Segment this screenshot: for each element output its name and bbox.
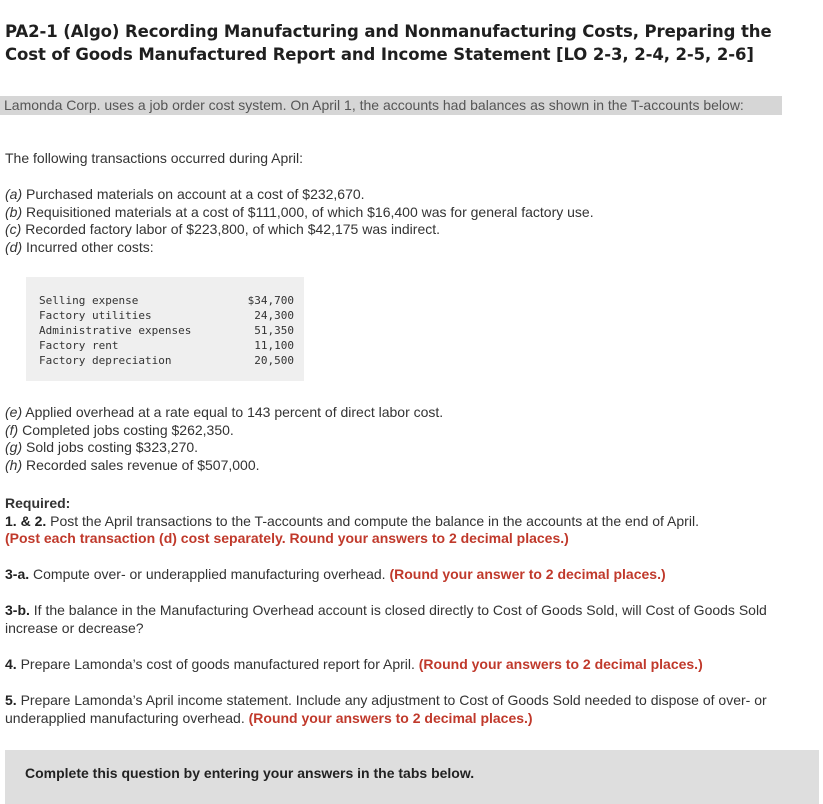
transaction-d: (d) Incurred other costs: [5,238,154,255]
transaction-c: (c) Recorded factory labor of $223,800, of which $42,175 was indirect. [5,221,441,237]
transaction-g: (g) Sold jobs costing $323,270. [5,439,199,455]
required-3a [5,566,810,584]
required-text: Post the April transactions to the T-accounts and compute the balance in the accounts at the end of April. [50,512,699,529]
required-number: 4. [5,656,17,672]
transaction-h: (h) Recorded sales revenue of $507,000. [5,456,260,473]
transactions-heading: The following transactions occurred during April: [5,150,304,166]
cost-amount: 20,500 [254,354,294,367]
instruction-banner: Complete this question by entering your answers in the tabs below. [5,750,819,804]
table-row [39,353,294,368]
required-number: 1. & 2. [5,512,47,529]
required-number: 3-b. [5,602,30,618]
table-row [39,293,294,308]
table-row [39,308,294,323]
required-number: 5. [5,692,17,708]
required-note: (Round your answers to 2 decimal places.) [418,656,703,672]
required-1-2 [5,495,810,548]
transaction-f: (f) Completed jobs costing $262,350. [5,421,234,438]
cost-amount: 24,300 [254,309,294,322]
required-4 [5,656,810,674]
other-costs-table [26,277,304,381]
cost-name: Selling expense [39,294,139,307]
required-5 [5,692,817,727]
page-title: PA2-1 (Algo) Recording Manufacturing and Nonmanufacturing Costs, Preparing the Cost of Goods Manufactured Report and Income Statement [LO 2-3, 2-4, 2-5, 2-6] [5,22,772,64]
table-row [39,323,294,338]
cost-amount: 51,350 [254,324,294,337]
transactions-list-a-d [5,186,805,256]
table-row [39,338,294,353]
required-text: If the balance in the Manufacturing Overhead account is closed directly to Cost of Goods Sold, will Cost of Goods Sold increase or decrease? [5,602,767,636]
transaction-a: (a) Purchased materials on account at a cost of $232,670. [5,186,365,202]
intro-text: Lamonda Corp. uses a job order cost system. On April 1, the accounts had balances as shown in the T-accounts below: [0,96,782,115]
cost-amount: 11,100 [254,339,294,352]
required-note: (Round your answer to 2 decimal places.) [389,566,666,582]
required-note: (Round your answers to 2 decimal places.) [248,709,533,726]
required-note: (Post each transaction (d) cost separately. Round your answers to 2 decimal places.) [5,530,569,546]
cost-name: Factory depreciation [39,354,172,367]
cost-amount: $34,700 [247,294,294,307]
required-3b [5,602,795,637]
required-number: 3-a. [5,566,30,582]
required-text: Compute over- or underapplied manufacturing overhead. [33,566,386,582]
required-text: Prepare Lamonda’s cost of goods manufactured report for April. [20,656,415,672]
cost-name: Administrative expenses [39,324,192,337]
cost-name: Factory rent [39,339,119,352]
transaction-e: (e) Applied overhead at a rate equal to 143 percent of direct labor cost. [5,404,444,420]
cost-name: Factory utilities [39,309,152,322]
transactions-list-e-h [5,404,805,474]
required-text: Prepare Lamonda’s April income statement. Include any adjustment to Cost of Goods Sold needed to dispose of over- or underapplied manufacturing overhead. [5,692,767,726]
required-heading: Required: [5,495,71,511]
transaction-b: (b) Requisitioned materials at a cost of $111,000, of which $16,400 was for general factory use. [5,203,594,220]
